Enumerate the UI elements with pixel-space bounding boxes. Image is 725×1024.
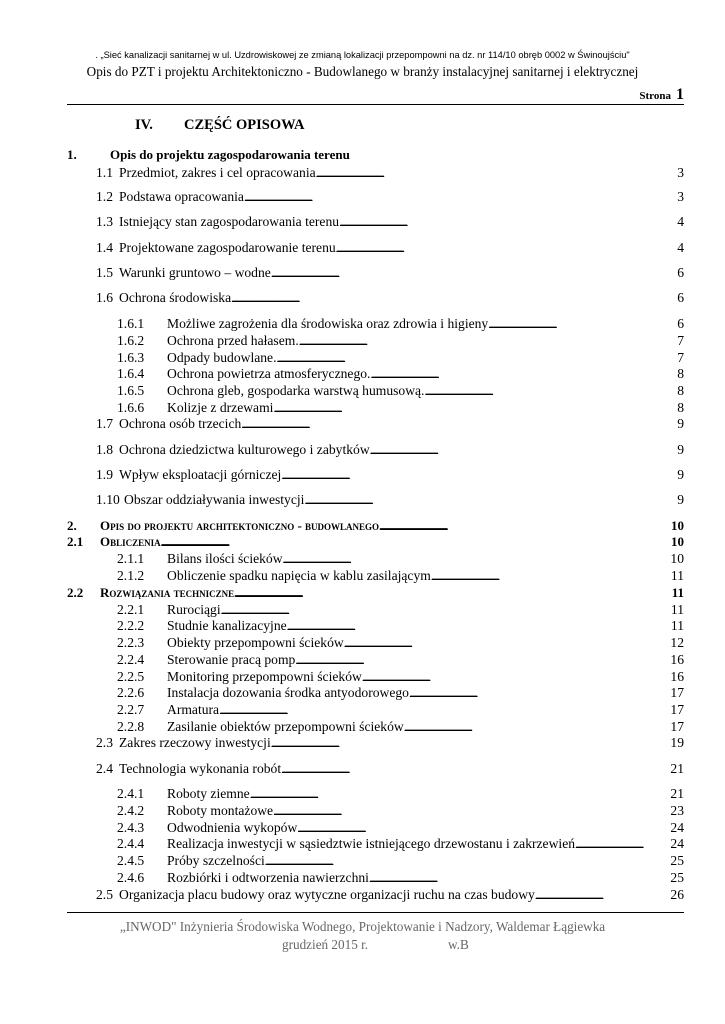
toc-dot-leader xyxy=(370,441,676,459)
toc-entry-title: Istniejący stan zagospodarowania terenu xyxy=(119,214,340,229)
toc-entry-page-number: 11 xyxy=(670,568,684,583)
header-project-title: . „Sieć kanalizacji sanitarnej w ul. Uzdrowiskowej ze zmianą lokalizacji przepompowni na dz. nr 114/10 obręb 0002 w Świnoujściu" xyxy=(95,50,630,60)
toc-entry-number: 1.6.5 xyxy=(117,383,145,398)
toc-entry[interactable] xyxy=(67,584,684,602)
toc-entry-number: 2.4.5 xyxy=(117,853,145,868)
toc-entry-page-number: 10 xyxy=(671,518,684,533)
toc-entry[interactable] xyxy=(117,332,684,350)
toc-entry-number: 2.4.4 xyxy=(117,836,145,851)
toc-dot-leader xyxy=(370,365,675,383)
toc-entry[interactable] xyxy=(96,188,684,206)
toc-entry-number: 2.4.6 xyxy=(117,870,145,885)
toc-dot-leader xyxy=(336,239,676,257)
toc-entry-number: 2.2.1 xyxy=(117,602,145,617)
toc-entry-number: 1.3 xyxy=(96,214,113,229)
toc-entry-number: 1.1 xyxy=(96,165,113,180)
footer-company: „INWOD" Inżynieria Środowiska Wodnego, Projektowanie i Nadzory, Waldemar Łągiewka xyxy=(119,919,606,934)
toc-entry-number: 2.2 xyxy=(67,585,84,600)
toc-entry[interactable] xyxy=(117,701,684,719)
toc-entry-page-number: 8 xyxy=(677,383,684,398)
toc-entry-page-number: 6 xyxy=(677,316,684,331)
toc-entry-number: 1.6.6 xyxy=(117,400,145,415)
toc-entry-title: Odwodnienia wykopów xyxy=(167,820,298,835)
toc-entry-title: Odpady budowlane. xyxy=(167,350,277,365)
toc-entry-page-number: 16 xyxy=(670,669,684,684)
footer-date: grudzień 2015 r. xyxy=(282,937,369,952)
toc-entry-title: Ochrona przed hałasem. xyxy=(167,333,299,348)
toc-entry-number: 2.2.6 xyxy=(117,685,145,700)
toc-entry-title: Zakres rzeczowy inwestycji xyxy=(119,735,271,750)
toc-dot-leader xyxy=(299,332,675,350)
toc-entry-title: Bilans ilości ścieków xyxy=(167,551,283,566)
toc-entry-number: 2.4.2 xyxy=(117,803,145,818)
toc-entry-page-number: 24 xyxy=(670,836,684,851)
toc-entry-page-number: 9 xyxy=(677,442,684,457)
toc-entry-page-number: 9 xyxy=(677,492,684,507)
toc-entry-page-number: 11 xyxy=(671,585,684,600)
toc-entry-number: 2. xyxy=(67,518,77,533)
header-divider xyxy=(67,104,684,105)
toc-entry-title: Studnie kanalizacyjne xyxy=(167,618,287,633)
toc-dot-leader xyxy=(488,315,675,333)
toc-entry[interactable] xyxy=(117,869,684,887)
toc-entry-page-number: 7 xyxy=(677,350,684,365)
toc-entry-title: Obiekty przepompowni ścieków xyxy=(167,635,344,650)
toc-entry-page-number: 25 xyxy=(670,853,684,868)
toc-dot-leader xyxy=(281,466,675,484)
toc-entry-page-number: 3 xyxy=(677,165,684,180)
toc-entry-number: 1.6 xyxy=(96,290,113,305)
toc-entry-page-number: 10 xyxy=(671,534,684,549)
toc-entry-page-number: 8 xyxy=(677,366,684,381)
toc-entry-page-number: 21 xyxy=(670,786,684,801)
toc-dot-leader xyxy=(304,491,675,509)
toc-entry-number: 2.2.2 xyxy=(117,618,145,633)
toc-entry-page-number: 6 xyxy=(677,290,684,305)
section-roman-numeral: IV. xyxy=(135,117,153,133)
toc-entry-page-number: 17 xyxy=(670,702,684,717)
toc-entry-number: 1.7 xyxy=(96,416,113,431)
toc-entry[interactable] xyxy=(117,684,684,702)
toc-entry-title: Ochrona środowiska xyxy=(119,290,232,305)
toc-entry-page-number: 8 xyxy=(677,400,684,415)
toc-entry-title: Możliwe zagrożenia dla środowiska oraz zdrowia i higieny xyxy=(167,316,489,331)
toc-entry[interactable] xyxy=(117,315,684,333)
toc-entry-number: 1.6.1 xyxy=(117,316,145,331)
page-label: Strona xyxy=(639,90,671,102)
toc-entry[interactable] xyxy=(96,164,684,182)
toc-entry-title: Wpływ eksploatacji górniczej xyxy=(119,467,282,482)
toc-entry[interactable] xyxy=(96,441,684,459)
toc-dot-leader xyxy=(287,617,669,635)
toc-entry-title: Sterowanie pracą pomp xyxy=(167,652,296,667)
page-number: 1 xyxy=(676,86,684,103)
footer-divider xyxy=(67,912,684,913)
toc-dot-leader xyxy=(271,264,675,282)
toc-entry-title: Warunki gruntowo – wodne xyxy=(119,265,271,280)
toc-entry-page-number: 23 xyxy=(670,803,684,818)
section-title: CZĘŚĆ OPISOWA xyxy=(184,117,305,133)
toc-entry-page-number: 11 xyxy=(670,602,684,617)
toc-entry[interactable] xyxy=(117,785,684,803)
toc-entry-title: Ochrona powietrza atmosferycznego. xyxy=(167,366,371,381)
toc-entry-title: Rozbiórki i odtworzenia nawierzchni xyxy=(167,870,369,885)
toc-entry[interactable] xyxy=(96,264,684,282)
toc-entry-number: 2.2.5 xyxy=(117,669,145,684)
toc-entry-page-number: 17 xyxy=(670,685,684,700)
toc-entry-title: Obliczenie spadku napięcia w kablu zasilającym xyxy=(167,568,431,583)
toc-entry[interactable] xyxy=(117,365,684,383)
toc-entry-title: Obszar oddziaływania inwestycji xyxy=(124,492,305,507)
toc-entry-number: 1.4 xyxy=(96,240,113,255)
toc-entry-title: Obliczenia xyxy=(100,534,161,549)
toc-dot-leader xyxy=(424,382,675,400)
toc-entry[interactable] xyxy=(67,533,684,551)
toc-entry[interactable] xyxy=(117,835,684,853)
toc-entry-page-number: 19 xyxy=(670,735,684,750)
toc-dot-leader xyxy=(409,684,668,702)
toc-entry-title: Opis do projektu architektoniczno - budowlanego xyxy=(100,518,380,533)
page-indicator xyxy=(639,86,684,104)
toc-entry-title: Instalacja dozowania środka antyodorowego xyxy=(167,685,409,700)
toc-entry-page-number: 26 xyxy=(670,887,684,902)
toc-dot-leader xyxy=(575,835,668,853)
toc-dot-leader xyxy=(273,802,668,820)
toc-entry-title: Podstawa opracowania xyxy=(119,189,244,204)
toc-entry[interactable] xyxy=(117,567,684,585)
toc-entry-title: Zasilanie obiektów przepompowni ścieków xyxy=(167,719,404,734)
toc-entry[interactable] xyxy=(117,617,684,635)
toc-entry-page-number: 21 xyxy=(670,761,684,776)
toc-dot-leader xyxy=(281,760,668,778)
toc-dot-leader xyxy=(234,584,670,602)
toc-entry[interactable] xyxy=(96,289,684,307)
toc-entry-title: Monitoring przepompowni ścieków xyxy=(167,669,362,684)
toc-entry-number: 1.5 xyxy=(96,265,113,280)
toc-dot-leader xyxy=(265,852,669,870)
toc-entry-page-number: 7 xyxy=(677,333,684,348)
toc-dot-leader xyxy=(161,533,669,551)
toc-entry-title: Rozwiązania techniczne xyxy=(100,585,235,600)
toc-entry[interactable] xyxy=(117,852,684,870)
toc-dot-leader xyxy=(231,289,675,307)
toc-entry-title: Ochrona gleb, gospodarka warstwą humusową. xyxy=(167,383,425,398)
toc-entry[interactable] xyxy=(96,239,684,257)
toc-dot-leader xyxy=(431,567,669,585)
toc-entry[interactable] xyxy=(96,213,684,231)
toc-entry-title: Kolizje z drzewami xyxy=(167,400,274,415)
toc-entry-number: 1.6.4 xyxy=(117,366,145,381)
toc-entry-title: Armatura xyxy=(167,702,220,717)
toc-entry[interactable] xyxy=(96,415,684,433)
toc-dot-leader xyxy=(535,886,669,904)
toc-dot-leader xyxy=(344,634,669,652)
toc-entry-number: 1.6.3 xyxy=(117,350,145,365)
toc-dot-leader xyxy=(283,550,669,568)
toc-entry-page-number: 24 xyxy=(670,820,684,835)
toc-entry[interactable] xyxy=(96,466,684,484)
toc-dot-leader xyxy=(244,188,675,206)
toc-entry[interactable] xyxy=(117,382,684,400)
toc-dot-leader xyxy=(339,213,675,231)
toc-entry[interactable] xyxy=(67,146,684,164)
toc-entry-page-number: 4 xyxy=(677,214,684,229)
toc-entry[interactable] xyxy=(117,550,684,568)
toc-entry-page-number: 6 xyxy=(677,265,684,280)
toc-entry[interactable] xyxy=(96,491,684,509)
toc-entry-number: 2.4 xyxy=(96,761,113,776)
toc-entry-title: Rurociągi xyxy=(167,602,221,617)
toc-dot-leader xyxy=(369,869,668,887)
toc-entry-number: 2.5 xyxy=(96,887,113,902)
toc-entry-title: Ochrona osób trzecich xyxy=(119,416,242,431)
toc-entry-number: 2.1.1 xyxy=(117,551,145,566)
toc-entry-number: 2.2.8 xyxy=(117,719,145,734)
toc-dot-leader xyxy=(250,785,669,803)
toc-entry[interactable] xyxy=(96,760,684,778)
header-document-subtitle: Opis do PZT i projektu Architektoniczno - Budowlanego w branży instalacyjnej sanitarnej i elektrycznej xyxy=(86,64,639,79)
toc-dot-leader xyxy=(219,701,668,719)
toc-entry-page-number: 11 xyxy=(670,618,684,633)
toc-entry-title: Roboty montażowe xyxy=(167,803,274,818)
toc-dot-leader xyxy=(271,734,669,752)
toc-entry-number: 1.10 xyxy=(96,492,120,507)
toc-entry-number: 2.1 xyxy=(67,534,84,549)
toc-entry-page-number: 25 xyxy=(670,870,684,885)
toc-entry-page-number: 9 xyxy=(677,467,684,482)
toc-entry[interactable] xyxy=(96,734,684,752)
toc-entry-page-number: 4 xyxy=(677,240,684,255)
toc-entry-number: 1.2 xyxy=(96,189,113,204)
toc-entry-title: Próby szczelności xyxy=(167,853,265,868)
toc-entry[interactable] xyxy=(117,634,684,652)
toc-entry-number: 2.3 xyxy=(96,735,113,750)
toc-entry-title: Technologia wykonania robót xyxy=(119,761,282,776)
toc-entry-number: 2.4.3 xyxy=(117,820,145,835)
toc-dot-leader xyxy=(295,651,668,669)
toc-entry-title: Przedmiot, zakres i cel opracowania xyxy=(119,165,316,180)
toc-dot-leader xyxy=(316,164,676,182)
toc-entry-page-number: 9 xyxy=(677,416,684,431)
toc-entry-number: 1.8 xyxy=(96,442,113,457)
toc-entry-number: 2.2.3 xyxy=(117,635,145,650)
toc-entry-number: 2.2.4 xyxy=(117,652,145,667)
toc-entry-number: 1.9 xyxy=(96,467,113,482)
toc-entry-page-number: 12 xyxy=(670,635,684,650)
toc-entry-number: 2.1.2 xyxy=(117,568,145,583)
footer-initials: w.B xyxy=(448,937,469,952)
toc-entry[interactable] xyxy=(117,651,684,669)
toc-entry[interactable] xyxy=(117,802,684,820)
toc-entry-title: Ochrona dziedzictwa kulturowego i zabytków xyxy=(119,442,370,457)
toc-entry[interactable] xyxy=(96,886,684,904)
toc-entry-number: 1. xyxy=(67,147,77,162)
toc-entry-number: 1.6.2 xyxy=(117,333,145,348)
toc-entry-page-number: 16 xyxy=(670,652,684,667)
toc-entry-page-number: 17 xyxy=(670,719,684,734)
toc-dot-leader xyxy=(241,415,675,433)
toc-entry-title: Roboty ziemne xyxy=(167,786,250,801)
toc-entry-title: Projektowane zagospodarowanie terenu xyxy=(119,240,336,255)
toc-entry-page-number: 10 xyxy=(670,551,684,566)
toc-entry-number: 2.2.7 xyxy=(117,702,145,717)
toc-entry-number: 2.4.1 xyxy=(117,786,145,801)
toc-entry-title: Opis do projektu zagospodarowania terenu xyxy=(110,147,350,162)
toc-entry-page-number: 3 xyxy=(677,189,684,204)
toc-entry-title: Organizacja placu budowy oraz wytyczne organizacji ruchu na czas budowy xyxy=(119,887,535,902)
toc-entry-title: Realizacja inwestycji w sąsiedztwie istniejącego drzewostanu i zakrzewień xyxy=(167,836,576,851)
